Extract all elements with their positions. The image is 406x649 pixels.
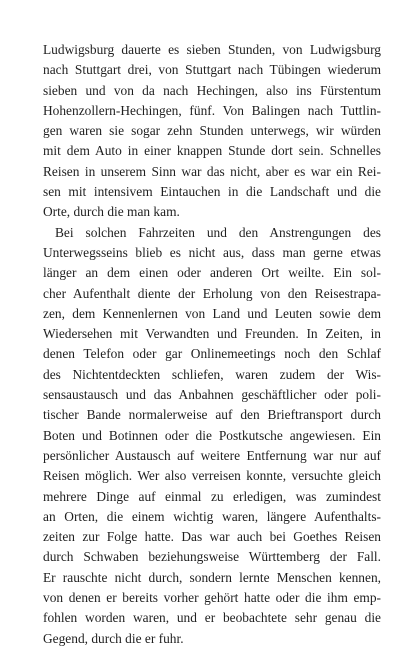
text-line: Reisen möglich. Wer also verreisen konnte, versuchte gleich: [43, 468, 381, 484]
text-line: fohlen worden waren, und er beobachtete sehr genau die: [43, 610, 381, 626]
text-line: persönlicher Austausch auf weitere Entfernung war nur auf: [43, 447, 381, 463]
text-line: sen mit intensivem Eintauchen in die Landschaft und die: [43, 184, 381, 200]
text-line: mit dem Auto in einer knappen Stunde dort sein. Schnelles: [43, 143, 381, 159]
text-line: Er rauschte nicht durch, sondern lernte Menschen kennen,: [43, 569, 381, 585]
text-line: Reisen in unserem Sinn war das nicht, aber es war ein Rei-: [43, 163, 381, 179]
text-line: Boten und Botinnen oder die Postkutsche angewiesen. Ein: [43, 427, 381, 443]
text-line: Hohenzollern-Hechingen, fünf. Von Balingen nach Tuttlin-: [43, 102, 381, 118]
text-line: Bei solchen Fahrzeiten und den Anstrengungen des: [55, 224, 381, 240]
text-line: gen waren sie sogar zehn Stunden unterwegs, wir würden: [43, 123, 381, 139]
text-line: nach Stuttgart drei, von Stuttgart nach Tübingen wiederum: [43, 62, 381, 78]
text-line: cher Aufenthalt diente der Erholung von den Reisestrapa-: [43, 285, 381, 301]
text-line: zeiten zur Folge hatte. Das war auch bei Goethes Reisen: [43, 529, 381, 545]
text-line: Wiedersehen mit Verwandten und Freunden. In Zeiten, in: [43, 326, 381, 342]
text-line: mehrere Dinge auf einmal zu erledigen, was zumindest: [43, 488, 381, 504]
text-line: denen Telefon oder gar Onlinemeetings noch den Schlaf: [43, 346, 381, 362]
text-line: des Nichtentdeckten schliefen, waren zudem der Wis-: [43, 366, 381, 382]
body-text: [43, 40, 381, 649]
text-line: Unterwegsseins blieb es nicht aus, dass man gerne etwas: [43, 244, 381, 260]
text-line: länger an dem einen oder anderen Ort weilte. Ein sol-: [43, 265, 381, 281]
text-line: an Orten, die einem wichtig waren, längere Aufenthalts-: [43, 508, 381, 524]
text-line: von denen er bereits vorher gehört hatte oder die ihm emp-: [43, 590, 381, 606]
paragraph-1: [43, 40, 381, 223]
text-line: durch Schwaben beziehungsweise Württemberg der Fall.: [43, 549, 381, 565]
text-line: Gegend, durch die er fuhr.: [43, 630, 184, 646]
text-line: sensaustausch und das Anbahnen geschäftlicher oder poli-: [43, 387, 381, 403]
text-line: zen, dem Kennenlernen von Land und Leuten sowie dem: [43, 305, 381, 321]
text-line: Orte, durch die man kam.: [43, 204, 180, 220]
text-line: tischer Bande normalerweise auf den Brieftransport durch: [43, 407, 381, 423]
text-line: Ludwigsburg dauerte es sieben Stunden, von Ludwigsburg: [43, 42, 381, 57]
text-line: sieben und von da nach Hechingen, also ins Fürstentum: [43, 82, 381, 98]
paragraph-2: [43, 223, 381, 649]
